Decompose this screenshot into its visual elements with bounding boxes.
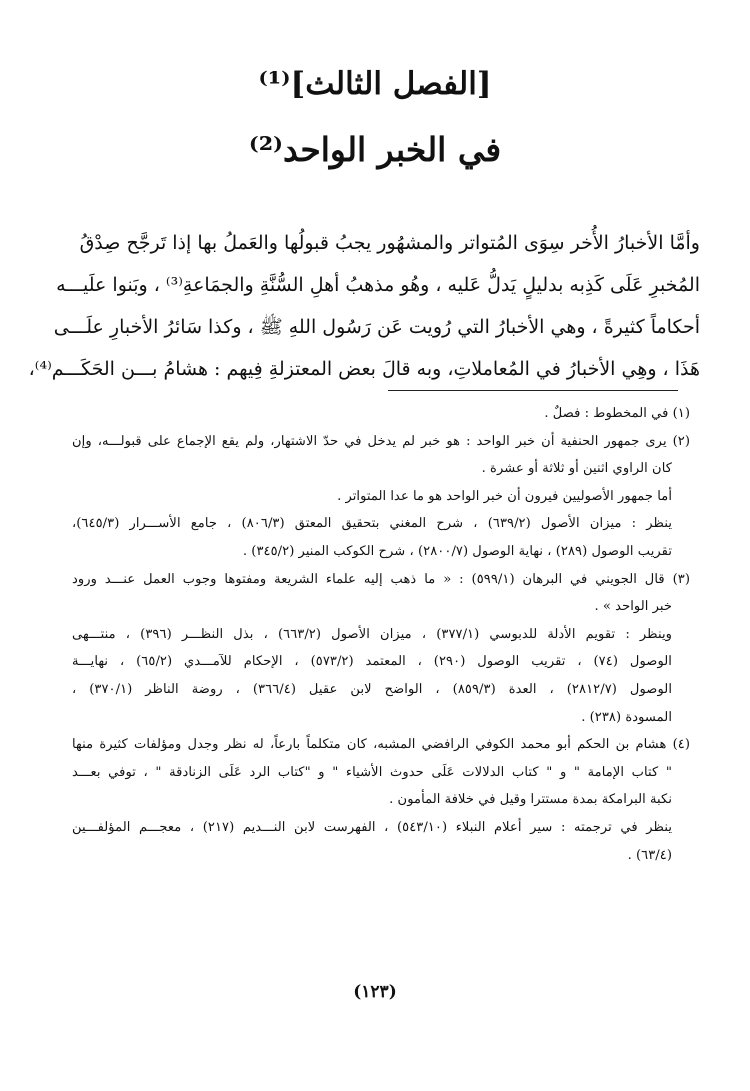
body-line: المُخبرِ عَلَى كَذِبه بدليلٍ يَدلُّ عَليه ، وهُو مذهبُ أهلِ السُّنَّةِ والجمَاعةِ⁽³⁾ ، وبَنوا علَيـــه <box>56 274 700 296</box>
footnote-line: ينظر في ترجمته : سير أعلام النبلاء (٥٤٣/١٠) ، الفهرست لابن النـــديم (٢١٧) ، معجـــم المؤلفـــين <box>72 819 672 835</box>
footnote-line: ينظر : ميزان الأصول (٦٣٩/٢) ، شرح المغني بتحقيق المعتق (٨٠٦/٣) ، جامع الأســـرار (٦٤٥/٣)، <box>72 516 673 532</box>
footnote-line: الوصول (٧٤) ، تقريب الوصول (٢٩٠) ، المعتمد (٥٧٣/٢) ، الإحكام للآمـــدي (٦٥/٢) ، نهايـــة <box>72 654 672 670</box>
body-line: هَذَا ، وهِي الأخبارُ في المُعاملاتِ، وبه قالَ بعض المعتزلةِ فِيهم : هشامُ بـــن الحَكَـــم⁽⁴⁾، <box>28 358 700 380</box>
footnote-2: (٢) يرى جمهور الحنفية أن خبر الواحد : هو خبر لم يدخل في حدّ الاشتهار، ولم يقع الإجماع على قبولـــه، وإن <box>72 433 690 449</box>
footnote-line: الوصول (٢٨١٢/٧) ، العدة (٨٥٩/٣) ، الواضح لابن عقيل (٣٦٦/٤) ، روضة الناظر (٣٧٠/١) ، <box>72 681 672 697</box>
footnotes <box>72 400 690 869</box>
footnote-line: المسودة (٢٣٨) . <box>581 709 672 725</box>
body-paragraph <box>28 222 700 390</box>
chapter-title: [الفصل الثالث]⁽¹⁾ <box>258 66 492 102</box>
footnote-3: (٣) قال الجويني في البرهان (٥٩٩/١) : « ما ذهب إليه علماء الشريعة ومفتوها وجوب العمل عنـــد ورود <box>72 571 691 587</box>
footnote-line: أما جمهور الأصوليين فيرون أن خبر الواحد هو ما عدا المتواتر . <box>337 488 672 504</box>
page-number: (١٢٣) <box>353 982 397 1002</box>
footnote-line: (٦٣/٤) . <box>627 847 672 863</box>
footnote-line: " كتاب الإمامة " و " كتاب الدلالات عَلَى حدوث الأشياء " و "كتاب الرد عَلَى الزنادقة " ، توفي بعـــد <box>72 764 672 780</box>
footnote-line: خبر الواحد » . <box>594 599 672 615</box>
footnote-line: وينظر : تقويم الأدلة للدبوسي (٣٧٧/١) ، ميزان الأصول (٦٦٣/٢) ، بذل النظـــر (٣٩٦) ، منتـــهى <box>72 626 672 642</box>
footnote-1: (١) في المخطوط : فصلٌ . <box>544 406 690 421</box>
chapter-subtitle: في الخبر الواحد⁽²⁾ <box>248 130 502 169</box>
footnote-line: كان الراوي اثنين أو ثلاثة أو عشرة . <box>481 461 672 477</box>
body-line: وأمَّا الأخبارُ الأُخر سِوَى المُتواتر والمشهُور يجبُ قبولُها والعَملُ بها إذا تَرجَّح صِدْقُ <box>79 232 700 254</box>
footnote-4: (٤) هشام بن الحكم أبو محمد الكوفي الرافضي المشبه، كان متكلماً بارعاً، له نظر وجدل ومؤلفات كثيرة منها <box>72 737 690 753</box>
footnote-line: نكبة البرامكة بمدة مستترا وقيل في خلافة المأمون . <box>389 792 672 808</box>
footnote-separator <box>388 390 678 391</box>
footnote-line: تقريب الوصول (٢٨٩) ، نهاية الوصول (٢٨٠٠/٧) ، شرح الكوكب المنير (٣٤٥/٢) . <box>242 543 672 559</box>
body-line: أحكاماً كثيرةً ، وهي الأخبارُ التي رُويت عَن رَسُول اللهِ ﷺ ، وكذا سَائرُ الأخبارِ علَـــى <box>53 316 700 338</box>
